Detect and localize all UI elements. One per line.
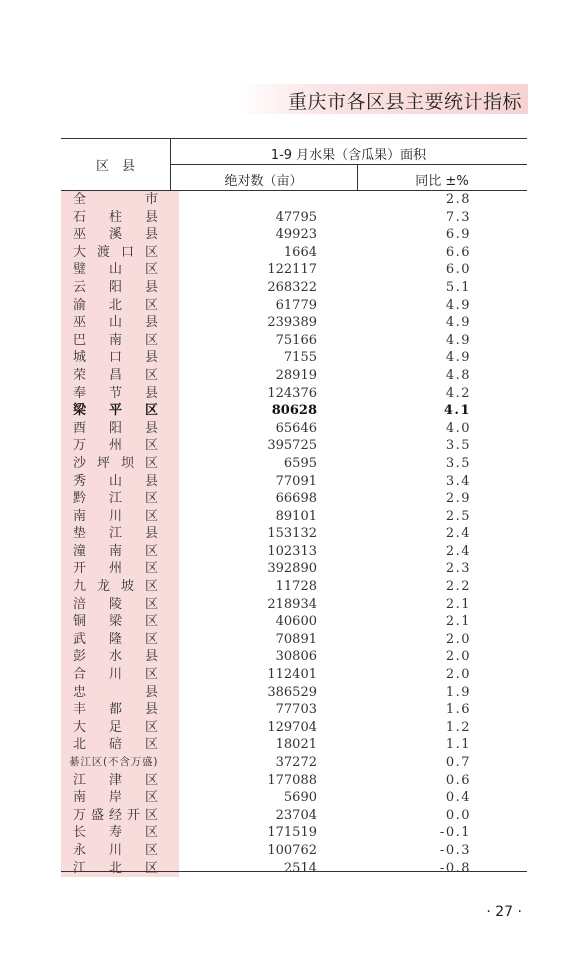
district-name: 大足区: [73, 719, 158, 735]
table-row: [61, 473, 527, 491]
yoy-change-cell: -0.3: [439, 842, 471, 858]
yoy-change-cell: 2.9: [445, 491, 471, 507]
district-name: 潼南区: [73, 543, 158, 559]
district-cell: [61, 244, 179, 262]
table-row: [61, 701, 527, 719]
yoy-change-cell: 0.4: [445, 790, 471, 806]
table-top-rule: [61, 138, 527, 139]
absolute-value-cell: 153132: [267, 526, 317, 542]
absolute-value-cell: 30806: [275, 649, 317, 665]
column-header-yoy: 同比 ±%: [415, 174, 469, 189]
district-name: 荣昌区: [73, 367, 158, 383]
absolute-value-cell: 7155: [283, 350, 317, 366]
district-name: 云阳县: [73, 279, 158, 295]
district-cell: [61, 772, 179, 790]
column-header-group: 1-9 月水果（含瓜果）面积: [270, 148, 427, 163]
yoy-change-cell: 2.0: [445, 631, 471, 647]
district-name: 綦江区(不含万盛): [69, 756, 157, 768]
yoy-change-cell: 6.0: [445, 262, 471, 278]
district-name: 铜梁区: [73, 614, 158, 630]
district-name: 南川区: [73, 508, 158, 524]
yoy-change-cell: -0.8: [439, 860, 471, 876]
table-row: [61, 824, 527, 842]
district-name: 丰都县: [73, 702, 158, 718]
district-cell: [61, 860, 179, 878]
district-name: 忠县: [73, 684, 158, 700]
table-row: [61, 648, 527, 666]
table-row: [61, 455, 527, 473]
yoy-change-cell: 3.5: [445, 438, 471, 454]
district-name: 永川区: [73, 842, 158, 858]
yoy-change-cell: 2.8: [445, 192, 471, 207]
table-row: [61, 754, 527, 772]
table-row: [61, 437, 527, 455]
district-cell: [61, 543, 179, 561]
page-number: · 27 ·: [486, 904, 522, 920]
absolute-value-cell: 171519: [267, 825, 317, 841]
district-cell: [61, 525, 179, 543]
table-bottom-rule: [61, 871, 527, 872]
district-cell: [61, 191, 179, 209]
yoy-change-cell: 4.2: [445, 385, 471, 401]
district-cell: [61, 596, 179, 614]
table-row: [61, 279, 527, 297]
yoy-change-cell: 4.9: [445, 350, 471, 366]
yoy-change-cell: 3.4: [445, 473, 471, 489]
page-title: 重庆市各区县主要统计指标: [287, 91, 522, 113]
table-row: [61, 842, 527, 860]
district-name: 九龙坡区: [73, 579, 158, 595]
district-name: 城口县: [73, 350, 158, 366]
yoy-change-cell: 4.9: [445, 297, 471, 313]
table-row: [61, 772, 527, 790]
district-name: 大渡口区: [73, 244, 158, 260]
district-cell: [61, 226, 179, 244]
district-name: 梁平区: [73, 403, 158, 419]
yoy-change-cell: 4.0: [445, 420, 471, 436]
district-name: 奉节县: [73, 385, 158, 401]
yoy-change-cell: 1.2: [445, 719, 471, 735]
yoy-change-cell: -0.1: [439, 825, 471, 841]
table-body: [61, 191, 527, 877]
table-row: [61, 349, 527, 367]
district-cell: [61, 508, 179, 526]
table-row: [61, 578, 527, 596]
district-name: 璧山区: [73, 262, 158, 278]
absolute-value-cell: 102313: [267, 543, 317, 559]
absolute-value-cell: 49923: [275, 227, 317, 243]
table-row: [61, 789, 527, 807]
table-row: [61, 736, 527, 754]
absolute-value-cell: 23704: [275, 807, 317, 823]
column-header-district: 区 县: [95, 159, 135, 174]
table-row: [61, 508, 527, 526]
absolute-value-cell: 37272: [275, 755, 317, 770]
district-name: 武隆区: [73, 631, 158, 647]
absolute-value-cell: 218934: [267, 596, 317, 612]
yoy-change-cell: 2.4: [445, 526, 471, 542]
district-name: 巫溪县: [73, 227, 158, 243]
district-cell: [61, 684, 179, 702]
district-cell: [61, 701, 179, 719]
table-row: [61, 860, 527, 878]
table-row: [61, 367, 527, 385]
table-row: [61, 631, 527, 649]
yoy-change-cell: 6.9: [445, 227, 471, 243]
yoy-change-cell: 7.3: [445, 209, 471, 225]
absolute-value-cell: 6595: [283, 455, 317, 471]
absolute-value-cell: 100762: [267, 842, 317, 858]
absolute-value-cell: 129704: [267, 719, 317, 735]
yoy-change-cell: 6.6: [445, 244, 471, 260]
district-name: 沙坪坝区: [73, 455, 158, 471]
absolute-value-cell: 80628: [271, 403, 317, 419]
district-name: 江津区: [73, 772, 158, 788]
district-name: 黔江区: [73, 491, 158, 507]
table-row: [61, 613, 527, 631]
yoy-change-cell: 0.6: [445, 772, 471, 788]
yoy-change-cell: 2.2: [445, 579, 471, 595]
district-cell: [61, 420, 179, 438]
district-name: 涪陵区: [73, 596, 158, 612]
table-row: [61, 807, 527, 825]
yoy-change-cell: 2.4: [445, 543, 471, 559]
district-cell: [61, 807, 179, 825]
absolute-value-cell: 65646: [275, 420, 317, 436]
yoy-change-cell: 2.1: [445, 596, 471, 612]
district-name: 南岸区: [73, 790, 158, 806]
table-row: [61, 684, 527, 702]
absolute-value-cell: 61779: [275, 297, 317, 313]
absolute-value-cell: 77091: [275, 473, 317, 489]
district-cell: [61, 367, 179, 385]
yoy-change-cell: 0.7: [445, 755, 471, 770]
yoy-change-cell: 4.9: [445, 332, 471, 348]
table-row: [61, 191, 527, 209]
district-name: 秀山县: [73, 473, 158, 489]
district-cell: [61, 349, 179, 367]
table-row: [61, 596, 527, 614]
district-name: 长寿区: [73, 825, 158, 841]
district-name: 石柱县: [73, 209, 158, 225]
absolute-value-cell: 392890: [267, 561, 317, 577]
district-cell: [61, 631, 179, 649]
table-row: [61, 226, 527, 244]
district-name: 巴南区: [73, 332, 158, 348]
district-cell: [61, 789, 179, 807]
district-cell: [61, 261, 179, 279]
yoy-change-cell: 2.1: [445, 614, 471, 630]
table-row: [61, 490, 527, 508]
district-cell: [61, 297, 179, 315]
district-cell: [61, 648, 179, 666]
district-name: 垫江县: [73, 526, 158, 542]
absolute-value-cell: 75166: [275, 332, 317, 348]
district-cell: [61, 578, 179, 596]
district-name: 合川区: [73, 667, 158, 683]
yoy-change-cell: 2.5: [445, 508, 471, 524]
district-cell: [61, 666, 179, 684]
absolute-value-cell: 1664: [283, 244, 317, 260]
table-row: [61, 560, 527, 578]
district-cell: [61, 560, 179, 578]
district-cell: [61, 209, 179, 227]
absolute-value-cell: 18021: [275, 737, 317, 753]
district-cell: [61, 824, 179, 842]
yoy-change-cell: 2.0: [445, 649, 471, 665]
absolute-value-cell: 47795: [275, 209, 317, 225]
district-cell: [61, 279, 179, 297]
table-row: [61, 402, 527, 420]
district-name: 北碚区: [73, 737, 158, 753]
table-row: [61, 261, 527, 279]
yoy-change-cell: 1.6: [445, 702, 471, 718]
table-row: [61, 209, 527, 227]
district-cell: [61, 754, 179, 772]
table-row: [61, 525, 527, 543]
yoy-change-cell: 4.1: [443, 403, 471, 419]
district-cell: [61, 385, 179, 403]
absolute-value-cell: 5690: [283, 790, 317, 806]
district-name: 全市: [73, 192, 158, 207]
yoy-change-cell: 2.0: [445, 667, 471, 683]
district-name: 渝北区: [73, 297, 158, 313]
absolute-value-cell: 112401: [267, 667, 317, 683]
table-row: [61, 314, 527, 332]
table-row: [61, 385, 527, 403]
district-name: 万盛经开区: [73, 807, 158, 823]
table-row: [61, 543, 527, 561]
district-name: 万州区: [73, 438, 158, 454]
district-name: 江北区: [73, 860, 158, 876]
absolute-value-cell: 66698: [275, 491, 317, 507]
yoy-change-cell: 5.1: [445, 279, 471, 295]
district-cell: [61, 842, 179, 860]
table-row: [61, 666, 527, 684]
yoy-change-cell: 4.8: [445, 367, 471, 383]
column-header-absolute: 绝对数（亩）: [224, 174, 303, 189]
yoy-change-cell: 3.5: [445, 455, 471, 471]
absolute-value-cell: 386529: [267, 684, 317, 700]
absolute-value-cell: 395725: [267, 438, 317, 454]
absolute-value-cell: 28919: [275, 367, 317, 383]
absolute-value-cell: 77703: [275, 702, 317, 718]
district-cell: [61, 490, 179, 508]
yoy-change-cell: 4.9: [445, 315, 471, 331]
district-cell: [61, 402, 179, 420]
yoy-change-cell: 0.0: [445, 807, 471, 823]
district-name: 彭水县: [73, 649, 158, 665]
absolute-value-cell: 177088: [267, 772, 317, 788]
district-cell: [61, 736, 179, 754]
table-row: [61, 297, 527, 315]
absolute-value-cell: 268322: [267, 279, 317, 295]
absolute-value-cell: 2514: [283, 860, 317, 876]
table-row: [61, 332, 527, 350]
absolute-value-cell: 11728: [275, 579, 317, 595]
absolute-value-cell: 124376: [267, 385, 317, 401]
district-cell: [61, 455, 179, 473]
table-row: [61, 719, 527, 737]
district-cell: [61, 314, 179, 332]
district-cell: [61, 719, 179, 737]
absolute-value-cell: 70891: [275, 631, 317, 647]
absolute-value-cell: 122117: [267, 262, 317, 278]
table-row: [61, 244, 527, 262]
table-header-mid-rule: [170, 164, 527, 165]
absolute-value-cell: 40600: [275, 614, 317, 630]
absolute-value-cell: 89101: [275, 508, 317, 524]
district-cell: [61, 473, 179, 491]
district-name: 巫山县: [73, 315, 158, 331]
district-name: 酉阳县: [73, 420, 158, 436]
district-cell: [61, 437, 179, 455]
yoy-change-cell: 2.3: [445, 561, 471, 577]
district-name: 开州区: [73, 561, 158, 577]
district-cell: [61, 332, 179, 350]
table-row: [61, 420, 527, 438]
yoy-change-cell: 1.9: [445, 684, 471, 700]
yoy-change-cell: 1.1: [445, 737, 471, 753]
absolute-value-cell: 239389: [267, 315, 317, 331]
district-cell: [61, 613, 179, 631]
